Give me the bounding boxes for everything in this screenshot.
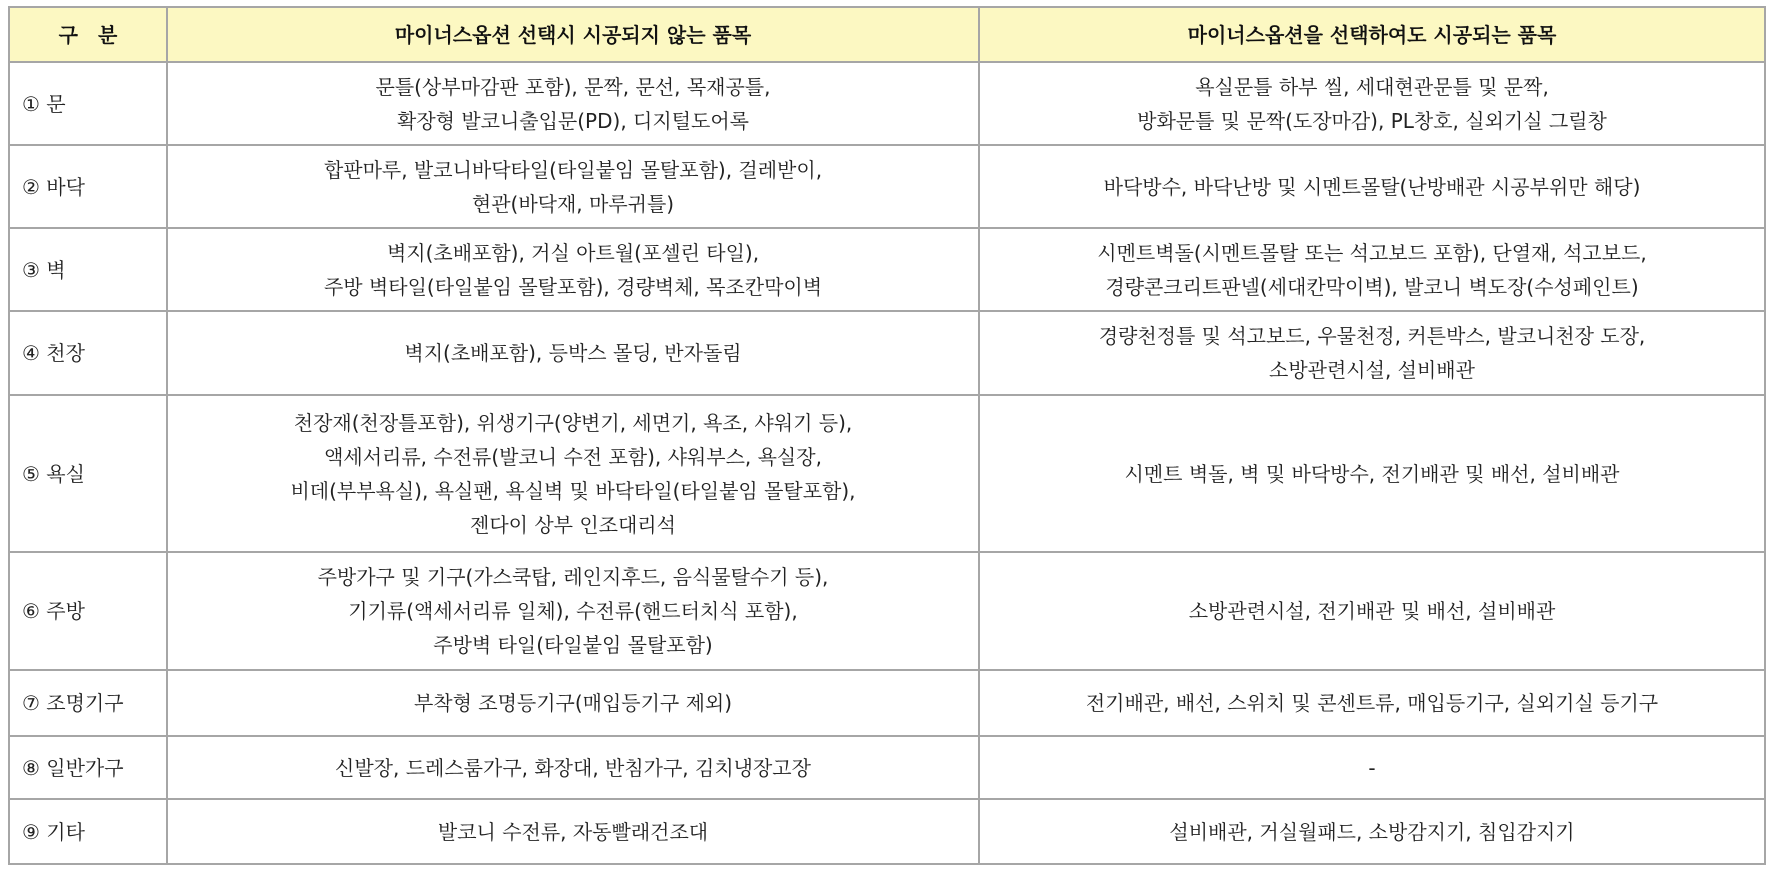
excluded-items-cell [167,395,979,552]
included-item-line: - [1368,755,1376,780]
included-item-line: 시멘트 벽돌, 벽 및 바닥방수, 전기배관 및 배선, 설비배관 [1124,461,1620,486]
included-items-cell [979,311,1765,395]
included-items-cell [979,395,1765,552]
excluded-item-line: 벽지(초배포함), 거실 아트월(포셀린 타일), [386,240,760,265]
included-item-line: 경량천정틀 및 석고보드, 우물천정, 커튼박스, 발코니천장 도장, [1098,324,1646,348]
excluded-item-line: 확장형 발코니출입문(PD), 디지털도어록 [397,108,749,133]
included-items-cell [979,799,1765,864]
row-category: ⑥ 주방 [9,552,167,670]
table-row-lighting [9,670,1765,736]
excluded-item-line: 발코니 수전류, 자동빨래건조대 [437,819,709,844]
excluded-item-line: 합판마루, 발코니바닥타일(타일붙임 몰탈포함), 걸레받이, [323,157,823,182]
excluded-item-line: 문틀(상부마감판 포함), 문짝, 문선, 목재공틀, [375,74,771,99]
table-row-ceiling [9,311,1765,395]
included-item-line: 시멘트벽돌(시멘트몰탈 또는 석고보드 포함), 단열재, 석고보드, [1097,240,1647,265]
excluded-item-line: 비데(부부욕실), 욕실팬, 욕실벽 및 바닥타일(타일붙임 몰탈포함), [290,478,856,503]
excluded-items-cell [167,799,979,864]
included-item-line: 방화문틀 및 문짝(도장마감), PL창호, 실외기실 그릴창 [1137,108,1607,133]
excluded-item-line: 젠다이 상부 인조대리석 [470,512,676,537]
included-item-line: 바닥방수, 바닥난방 및 시멘트몰탈(난방배관 시공부위만 해당) [1103,174,1641,199]
excluded-item-line: 벽지(초배포함), 등박스 몰딩, 반자돌림 [404,341,742,365]
row-category: ④ 천장 [9,311,167,395]
included-item-line: 설비배관, 거실월패드, 소방감지기, 침입감지기 [1169,819,1575,844]
header-category: 구 분 [9,7,167,62]
row-category: ③ 벽 [9,228,167,311]
excluded-items-cell [167,670,979,736]
excluded-item-line: 주방가구 및 기구(가스쿡탑, 레인지후드, 음식물탈수기 등), [317,565,829,589]
included-items-cell [979,670,1765,736]
included-item-line: 소방관련시설, 설비배관 [1269,358,1475,382]
row-category: ① 문 [9,62,167,145]
excluded-item-line: 천장재(천장틀포함), 위생기구(양변기, 세면기, 욕조, 샤워기 등), [293,410,853,435]
table-row-floor [9,145,1765,228]
excluded-item-line: 현관(바닥재, 마루귀틀) [471,191,675,216]
minus-option-table-container [8,6,1764,865]
table-row-etc [9,799,1765,864]
table-row-bathroom [9,395,1765,552]
header-row [9,7,1765,62]
included-item-line: 전기배관, 배선, 스위치 및 콘센트류, 매입등기구, 실외기실 등기구 [1085,691,1659,715]
excluded-item-line: 부착형 조명등기구(매입등기구 제외) [413,691,733,715]
included-items-cell [979,736,1765,799]
excluded-items-cell [167,228,979,311]
included-items-cell [979,62,1765,145]
included-items-cell [979,228,1765,311]
excluded-item-line: 기기류(액세서리류 일체), 수전류(핸드터치식 포함), [348,599,798,623]
table-row-furniture [9,736,1765,799]
excluded-items-cell [167,145,979,228]
included-items-cell [979,145,1765,228]
minus-option-table [8,6,1766,865]
included-items-cell [979,552,1765,670]
excluded-items-cell [167,552,979,670]
excluded-items-cell [167,311,979,395]
excluded-item-line: 주방 벽타일(타일붙임 몰탈포함), 경량벽체, 목조칸막이벽 [323,274,823,299]
header-excluded-items: 마이너스옵션 선택시 시공되지 않는 품목 [167,7,979,62]
table-row-wall [9,228,1765,311]
row-category: ⑨ 기타 [9,799,167,864]
row-category: ⑦ 조명기구 [9,670,167,736]
excluded-items-cell [167,62,979,145]
excluded-item-line: 액세서리류, 수전류(발코니 수전 포함), 샤워부스, 욕실장, [324,444,822,469]
row-category: ⑧ 일반가구 [9,736,167,799]
excluded-item-line: 주방벽 타일(타일붙임 몰탈포함) [433,633,713,657]
excluded-item-line: 신발장, 드레스룸가구, 화장대, 반침가구, 김치냉장고장 [335,755,811,780]
included-item-line: 경량콘크리트판넬(세대칸막이벽), 발코니 벽도장(수성페인트) [1105,274,1639,299]
row-category: ⑤ 욕실 [9,395,167,552]
table-row-kitchen [9,552,1765,670]
included-item-line: 욕실문틀 하부 씰, 세대현관문틀 및 문짝, [1195,74,1549,99]
table-row-door [9,62,1765,145]
excluded-items-cell [167,736,979,799]
header-included-items: 마이너스옵션을 선택하여도 시공되는 품목 [979,7,1765,62]
included-item-line: 소방관련시설, 전기배관 및 배선, 설비배관 [1188,599,1556,623]
row-category: ② 바닥 [9,145,167,228]
